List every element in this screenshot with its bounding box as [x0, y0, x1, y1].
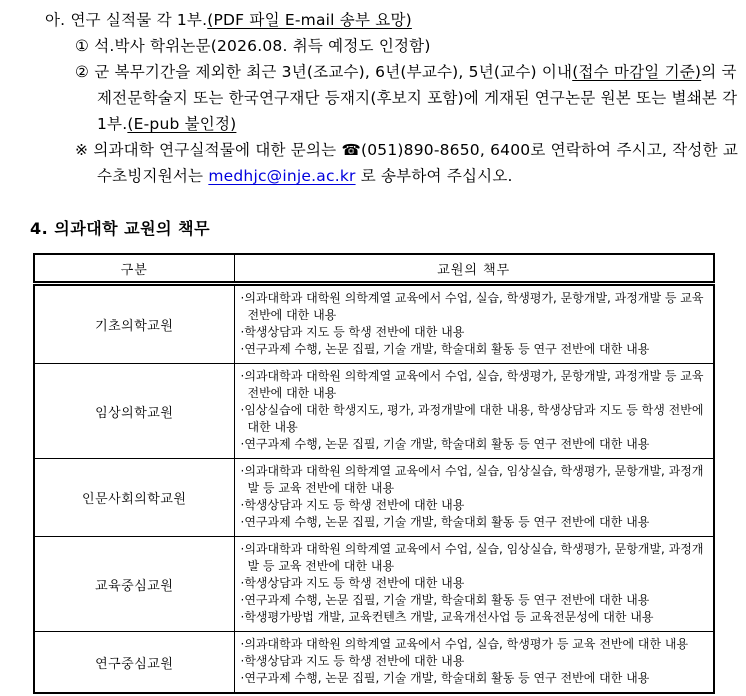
duty-text: 연구과제 수행, 논문 집필, 기술 개발, 학술대회 활동 등 연구 전반에 대한 내용 [244, 671, 650, 685]
bullet: · [240, 291, 245, 305]
phone-icon: ☎ [341, 141, 361, 159]
duties-cell [234, 364, 714, 459]
duty-text: 의과대학과 대학원 의학계열 교육에서 수업, 실습, 학생평가, 문항개발, 과정개발 등 교육 전반에 대한 내용 [244, 291, 704, 322]
table-header-row [34, 254, 714, 284]
note-text-pre: 의과대학 연구실적물에 대한 문의는 [93, 141, 342, 159]
bullet: · [240, 637, 245, 651]
bullet: · [240, 403, 245, 417]
duties-cell [234, 537, 714, 632]
table-row-education-focused [34, 537, 714, 632]
duty-item [241, 653, 710, 670]
duties-cell [234, 284, 714, 364]
duty-text: 의과대학과 대학원 의학계열 교육에서 수업, 실습, 임상실습, 학생평가, 문항개발, 과정개발 등 교육 전반에 대한 내용 [244, 464, 704, 495]
item2-marker: ② [75, 63, 90, 81]
duty-text: 연구과제 수행, 논문 집필, 기술 개발, 학술대회 활동 등 연구 전반에 대한 내용 [244, 593, 650, 607]
item2-underlined-epub: (E-pub 불인정) [127, 115, 237, 133]
duties-cell [234, 632, 714, 694]
duty-text: 임상실습에 대한 학생지도, 평가, 과정개발에 대한 내용, 학생상담과 지도 등 학생 전반에 대한 내용 [244, 403, 704, 434]
bullet: · [240, 654, 245, 668]
duty-text: 학생상담과 지도 등 학생 전반에 대한 내용 [244, 498, 465, 512]
duty-item [241, 592, 710, 609]
list-item-contact-note [75, 137, 743, 189]
duties-cell [234, 459, 714, 537]
table-row-research-focused [34, 632, 714, 694]
duty-text: 학생상담과 지도 등 학생 전반에 대한 내용 [244, 654, 465, 668]
bullet: · [240, 464, 245, 478]
item2-text-pre: 군 복무기간을 제외한 최근 3년(조교수), 6년(부교수), 5년(교수) 이내 [94, 63, 573, 81]
duty-item [241, 368, 710, 402]
bullet: · [240, 325, 245, 339]
duty-item [241, 290, 710, 324]
notice-list [75, 33, 743, 189]
duty-item [241, 324, 710, 341]
header-category: 구분 [34, 254, 234, 284]
category-cell: 인문사회의학교원 [34, 459, 234, 537]
section-heading: 4. 의과대학 교원의 책무 [30, 219, 211, 238]
note-text-post: 로 송부하여 주십시오. [355, 167, 513, 185]
category-cell: 교육중심교원 [34, 537, 234, 632]
duty-text: 학생상담과 지도 등 학생 전반에 대한 내용 [244, 576, 465, 590]
duty-item [241, 463, 710, 497]
duty-item [241, 514, 710, 531]
category-cell: 기초의학교원 [34, 284, 234, 364]
notice-heading-text: 연구 실적물 각 1부. [70, 11, 208, 29]
note-marker: ※ [75, 141, 89, 159]
duty-item [241, 541, 710, 575]
bullet: · [240, 437, 245, 451]
notice-heading [45, 7, 746, 33]
note-text-mid: (051)890-8650, 6400로 연락하여 주시고, 작성한 교수초빙지원서는 [97, 141, 739, 185]
bullet: · [240, 515, 245, 529]
bullet: · [240, 593, 245, 607]
list-item-publications [75, 59, 743, 137]
duty-item [241, 402, 710, 436]
duty-text: 의과대학과 대학원 의학계열 교육에서 수업, 실습, 학생평가 등 교육 전반에 대한 내용 [244, 637, 689, 651]
duty-text: 의과대학과 대학원 의학계열 교육에서 수업, 실습, 임상실습, 학생평가, 문항개발, 과정개발 등 교육 전반에 대한 내용 [244, 542, 704, 573]
duty-item [241, 670, 710, 687]
header-duties: 교원의 책무 [234, 254, 714, 284]
duty-text: 연구과제 수행, 논문 집필, 기술 개발, 학술대회 활동 등 연구 전반에 대한 내용 [244, 342, 650, 356]
category-cell: 임상의학교원 [34, 364, 234, 459]
bullet: · [240, 369, 245, 383]
bullet: · [240, 542, 245, 556]
table-row-clinical-medicine [34, 364, 714, 459]
duty-item [241, 575, 710, 592]
duty-item [241, 609, 710, 626]
duty-item [241, 497, 710, 514]
duty-item [241, 636, 710, 653]
email-link[interactable]: medhjc@inje.ac.kr [208, 167, 356, 185]
duty-text: 연구과제 수행, 논문 집필, 기술 개발, 학술대회 활동 등 연구 전반에 대한 내용 [244, 515, 650, 529]
duty-item [241, 436, 710, 453]
table-row-humanities-social-medicine [34, 459, 714, 537]
duty-text: 학생평가방법 개발, 교육컨텐츠 개발, 교육개선사업 등 교육전문성에 대한 내용 [244, 610, 654, 624]
bullet: · [240, 342, 245, 356]
item2-text-mid: 의 국제전문학술지 또는 한국연구재단 등재지(후보지 포함)에 게재된 연구논문 원본 또는 별쇄본 각 1부. [97, 63, 738, 133]
notice-section [0, 0, 746, 189]
notice-heading-marker: 아. [45, 11, 66, 29]
table-row-basic-medicine [34, 284, 714, 364]
notice-heading-underlined: (PDF 파일 E-mail 송부 요망) [207, 11, 412, 29]
bullet: · [240, 498, 245, 512]
faculty-duties-table [33, 253, 715, 694]
bullet: · [240, 610, 245, 624]
bullet: · [240, 671, 245, 685]
category-cell: 연구중심교원 [34, 632, 234, 694]
bullet: · [240, 576, 245, 590]
item1-marker: ① [75, 37, 90, 55]
list-item-degree [75, 33, 743, 59]
duty-text: 의과대학과 대학원 의학계열 교육에서 수업, 실습, 학생평가, 문항개발, 과정개발 등 교육 전반에 대한 내용 [244, 369, 704, 400]
item1-text: 석.박사 학위논문(2026.08. 취득 예정도 인정함) [94, 37, 431, 55]
duty-text: 학생상담과 지도 등 학생 전반에 대한 내용 [244, 325, 465, 339]
duty-item [241, 341, 710, 358]
duty-text: 연구과제 수행, 논문 집필, 기술 개발, 학술대회 활동 등 연구 전반에 대한 내용 [244, 437, 650, 451]
item2-underlined-deadline: (접수 마감일 기준) [572, 63, 702, 81]
